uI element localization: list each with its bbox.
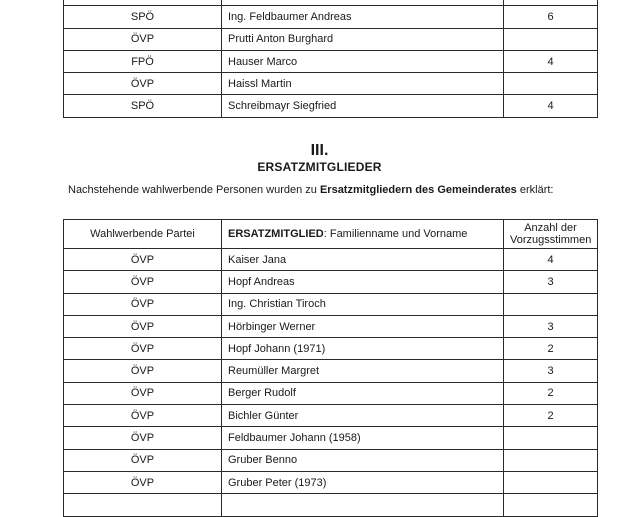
header-votes: Anzahl der Vorzugsstimmen [504, 220, 598, 249]
name-cell: Ing. Feldbaumer Andreas [222, 6, 504, 28]
name-cell: Ing. Christian Tiroch [222, 293, 504, 315]
table-row [64, 427, 598, 449]
table-row [64, 405, 598, 427]
votes-cell: 4 [504, 50, 598, 72]
table-row [64, 6, 598, 28]
section-intro [68, 184, 554, 196]
section-title: ERSATZMITGLIEDER [257, 160, 382, 174]
party-cell [64, 494, 222, 516]
intro-text-end: erklärt: [516, 184, 554, 196]
votes-cell [504, 427, 598, 449]
name-cell: Bichler Günter [222, 405, 504, 427]
table-row [64, 382, 598, 404]
party-cell: ÖVP [64, 360, 222, 382]
name-cell: Schreibmayr Siegfried [222, 95, 504, 117]
party-cell: ÖVP [64, 315, 222, 337]
table-row [64, 471, 598, 493]
table-header-row [64, 220, 598, 249]
name-cell: Gruber Benno [222, 449, 504, 471]
party-cell: ÖVP [64, 449, 222, 471]
table-row [64, 494, 598, 516]
votes-cell: 4 [504, 95, 598, 117]
votes-cell [504, 471, 598, 493]
header-name-bold: ERSATZMITGLIED [228, 228, 324, 240]
party-cell: ÖVP [64, 73, 222, 95]
votes-cell: 6 [504, 6, 598, 28]
votes-cell: 3 [504, 315, 598, 337]
intro-text-bold: Ersatzmitgliedern des Gemeinderates [319, 184, 517, 196]
intro-text-start: Nachstehende wahlwerbende Personen wurden zu [68, 184, 320, 196]
table-row [64, 28, 598, 50]
table-row [64, 73, 598, 95]
table-row [64, 271, 598, 293]
party-cell: ÖVP [64, 249, 222, 271]
party-cell: ÖVP [64, 471, 222, 493]
table-row [64, 50, 598, 72]
table-row [64, 95, 598, 117]
votes-cell: 2 [504, 382, 598, 404]
votes-cell: 3 [504, 271, 598, 293]
votes-cell [504, 449, 598, 471]
council-members-rows [64, 0, 598, 117]
name-cell: Haissl Martin [222, 73, 504, 95]
table-row [64, 338, 598, 360]
party-cell: ÖVP [64, 427, 222, 449]
table-row [64, 449, 598, 471]
votes-cell [504, 28, 598, 50]
name-cell: Gruber Peter (1973) [222, 471, 504, 493]
name-cell: Prutti Anton Burghard [222, 28, 504, 50]
name-cell: Hopf Andreas [222, 271, 504, 293]
table-row [64, 315, 598, 337]
name-cell: Feldbaumer Johann (1958) [222, 427, 504, 449]
table-row [64, 360, 598, 382]
name-cell: Kaiser Jana [222, 249, 504, 271]
header-name [222, 220, 504, 249]
name-cell: Hörbinger Werner [222, 315, 504, 337]
party-cell: ÖVP [64, 382, 222, 404]
party-cell: FPÖ [64, 50, 222, 72]
name-cell [222, 494, 504, 516]
party-cell: SPÖ [64, 6, 222, 28]
party-cell: ÖVP [64, 293, 222, 315]
party-cell: ÖVP [64, 405, 222, 427]
party-cell: ÖVP [64, 271, 222, 293]
header-name-rest: : Familienname und Vorname [323, 228, 468, 240]
party-cell: SPÖ [64, 95, 222, 117]
council-members-table [63, 0, 598, 118]
votes-cell [504, 494, 598, 516]
name-cell: Hauser Marco [222, 50, 504, 72]
substitute-members-table [63, 219, 598, 517]
name-cell: Berger Rudolf [222, 382, 504, 404]
votes-cell [504, 73, 598, 95]
header-party: Wahlwerbende Partei [64, 220, 222, 249]
name-cell: Reumüller Margret [222, 360, 504, 382]
votes-cell: 4 [504, 249, 598, 271]
votes-cell: 2 [504, 338, 598, 360]
votes-cell [504, 293, 598, 315]
substitute-members-rows [64, 249, 598, 517]
party-cell: ÖVP [64, 338, 222, 360]
party-cell: ÖVP [64, 28, 222, 50]
table-row [64, 249, 598, 271]
section-number: III. [310, 142, 329, 159]
votes-cell: 3 [504, 360, 598, 382]
name-cell: Hopf Johann (1971) [222, 338, 504, 360]
table-row [64, 293, 598, 315]
votes-cell: 2 [504, 405, 598, 427]
